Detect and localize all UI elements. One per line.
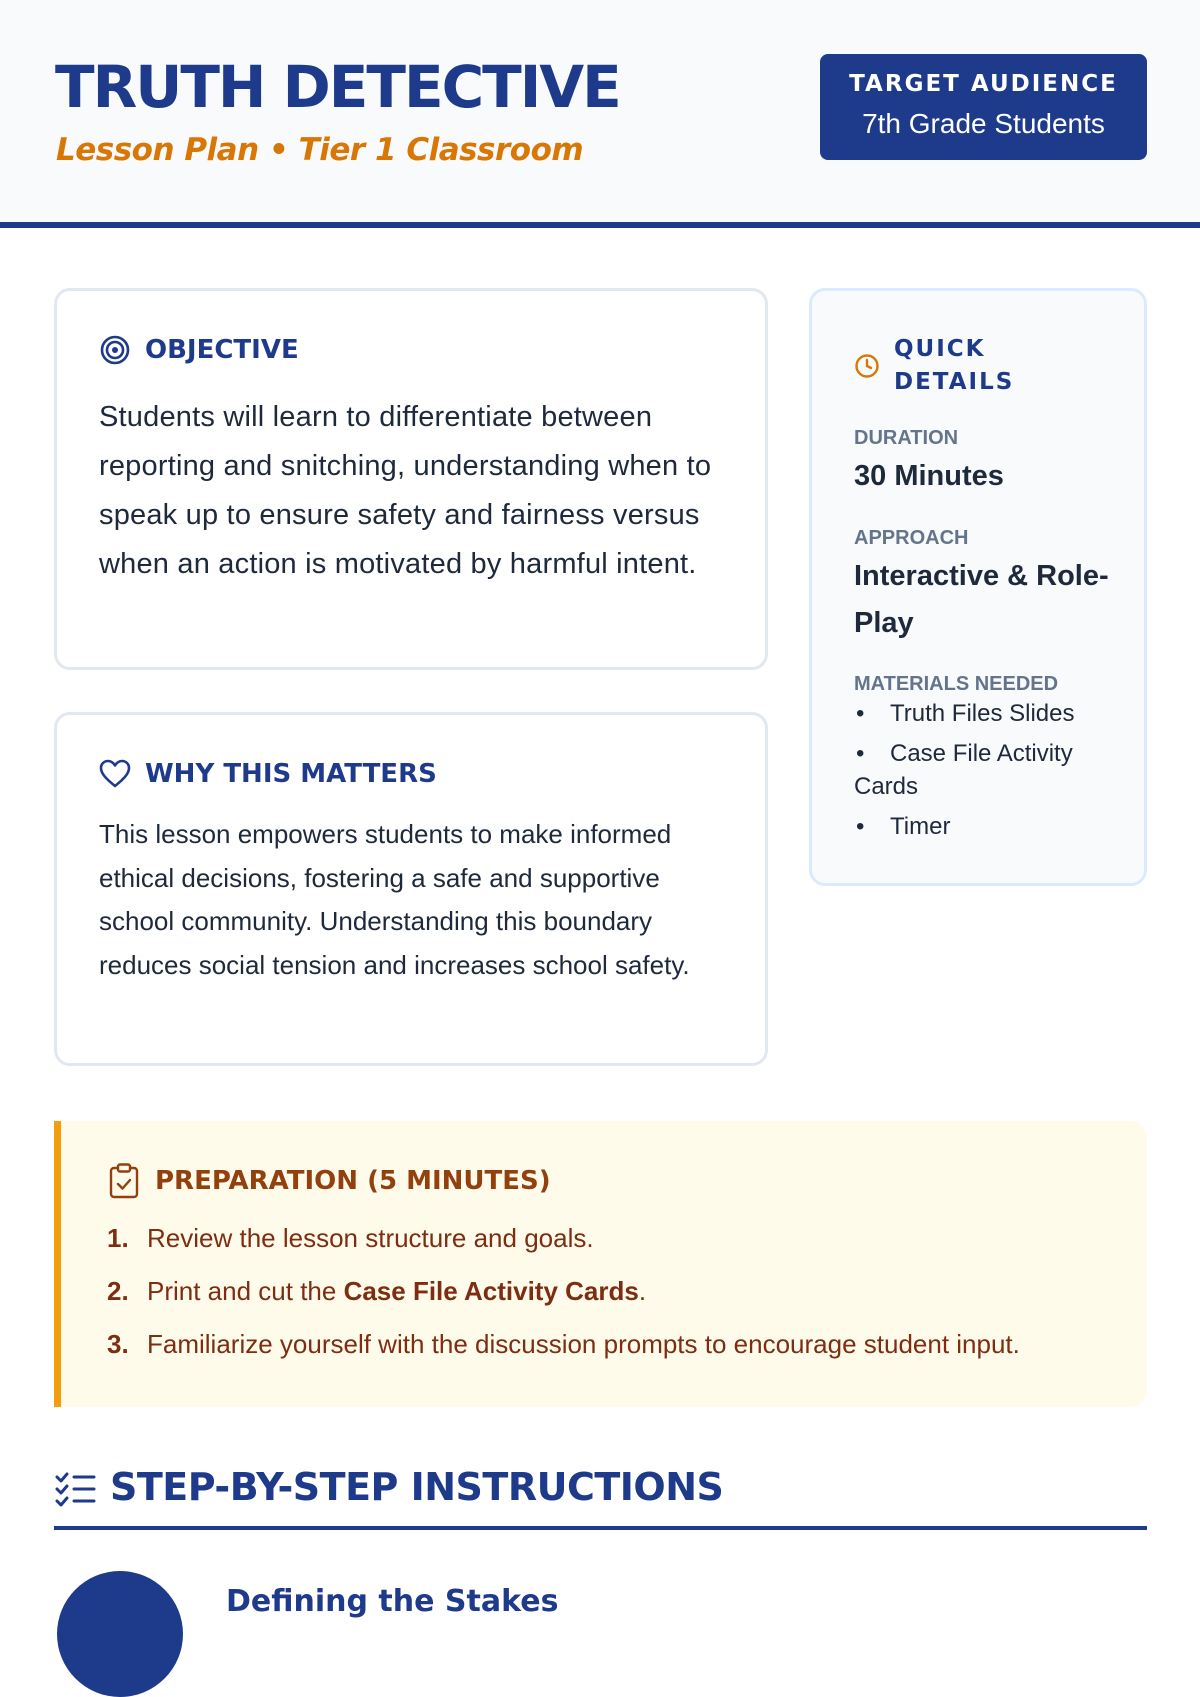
- heart-icon: [99, 759, 131, 789]
- list-item: [107, 1221, 1137, 1255]
- clipboard-check-icon: [109, 1163, 139, 1199]
- step-number-circle: [57, 1571, 183, 1697]
- item-text: [147, 1274, 646, 1308]
- item-text-start: Print and cut the: [147, 1276, 344, 1306]
- item-text-end: .: [638, 1276, 647, 1306]
- step-title: Defining the Stakes: [226, 1584, 559, 1619]
- quick-details-heading: [854, 333, 1034, 399]
- steps-title: STEP-BY-STEP INSTRUCTIONS: [110, 1465, 724, 1509]
- target-icon: [99, 334, 131, 366]
- audience-value: 7th Grade Students: [862, 108, 1105, 139]
- objective-text: Students will learn to differentiate between reporting and snitching, understanding when to speak up to ensure safety and fairness versus when an action is motivated by harmful intent.: [99, 401, 712, 580]
- page-title: TRUTH DETECTIVE: [55, 53, 620, 121]
- materials-list: [854, 697, 1124, 850]
- target-audience-badge: [820, 54, 1147, 160]
- materials-item: • Timer: [854, 810, 1124, 843]
- preparation-heading: [109, 1163, 551, 1199]
- materials-item: • Truth Files Slides: [854, 697, 1124, 730]
- checklist-icon: [54, 1470, 96, 1506]
- item-number: 3.: [107, 1329, 129, 1359]
- duration-label: DURATION: [854, 427, 959, 449]
- preparation-list: [107, 1221, 1137, 1380]
- quick-details-title: QUICK DETAILS: [894, 336, 1015, 395]
- approach-label: APPROACH: [854, 527, 969, 549]
- why-card: [54, 712, 768, 1066]
- approach-value: Interactive & Role-Play: [854, 560, 1109, 639]
- list-item: [107, 1327, 1137, 1361]
- audience-label: TARGET AUDIENCE: [849, 71, 1118, 97]
- header: [0, 0, 1200, 228]
- materials-label: MATERIALS NEEDED: [854, 673, 1059, 695]
- preparation-title: PREPARATION (5 MINUTES): [155, 1166, 551, 1196]
- why-text: This lesson empowers students to make informed ethical decisions, fostering a safe and supportive school community. Understanding this boundary reduces social tension and increases school safety.: [99, 819, 690, 980]
- objective-title: OBJECTIVE: [145, 335, 299, 365]
- item-text: Review the lesson structure and goals.: [147, 1223, 594, 1253]
- page-subtitle: Lesson Plan • Tier 1 Classroom: [56, 132, 584, 168]
- materials-item: • Case File Activity Cards: [854, 737, 1124, 803]
- item-text: Familiarize yourself with the discussion prompts to encourage student input.: [147, 1329, 1020, 1359]
- item-text-bold: Case File Activity Cards: [343, 1276, 639, 1306]
- steps-heading: [54, 1462, 1147, 1530]
- quick-details-card: [809, 288, 1147, 886]
- preparation-section: [54, 1121, 1147, 1407]
- duration-value: 30 Minutes: [854, 460, 1004, 492]
- clock-icon: [854, 353, 880, 379]
- objective-card: [54, 288, 768, 670]
- item-number: 1.: [107, 1223, 129, 1253]
- objective-heading: [99, 333, 299, 367]
- item-number: 2.: [107, 1276, 129, 1306]
- why-heading: [99, 757, 437, 791]
- list-item: [107, 1274, 1137, 1308]
- why-title: WHY THIS MATTERS: [145, 759, 437, 789]
